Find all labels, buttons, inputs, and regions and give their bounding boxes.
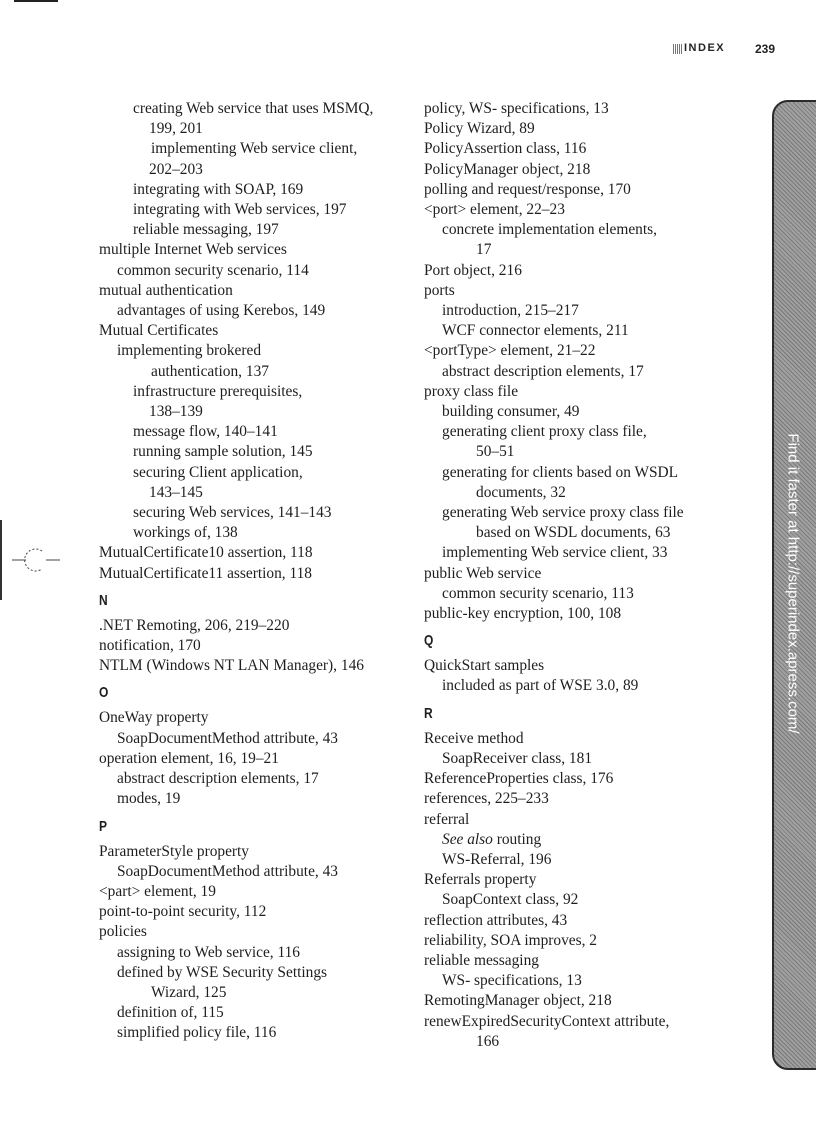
index-subentry: creating Web service that uses MSMQ, <box>133 100 374 117</box>
index-entry: public-key encryption, 100, 108 <box>424 605 622 623</box>
index-subentry: 138–139 <box>149 403 203 421</box>
index-entry: ports <box>424 281 455 299</box>
section-title: INDEX <box>684 42 726 54</box>
index-subentry: securing Web services, 141–143 <box>133 504 332 522</box>
index-subentry: securing Client application, <box>133 463 303 481</box>
index-entry: <part> element, 19 <box>99 882 216 900</box>
page-number: 239 <box>755 42 776 56</box>
index-subentry: 199, 201 <box>149 120 203 138</box>
index-entry: policy, WS- specifications, 13 <box>424 100 609 117</box>
index-entry: NTLM (Windows NT LAN Manager), 146 <box>99 657 364 675</box>
index-entry: point-to-point security, 112 <box>99 903 267 921</box>
index-subentry: integrating with Web services, 197 <box>133 201 347 219</box>
index-entry: QuickStart samples <box>424 657 545 675</box>
registration-mark-icon <box>8 542 64 578</box>
index-entry: policies <box>99 923 147 941</box>
index-subentry: modes, 19 <box>117 790 181 808</box>
index-entry: <port> element, 22–23 <box>424 201 565 219</box>
index-entry: operation element, 16, 19–21 <box>99 749 279 767</box>
index-subentry: 166 <box>476 1032 500 1050</box>
index-entry: notification, 170 <box>99 637 201 655</box>
index-subentry: assigning to Web service, 116 <box>117 943 300 961</box>
index-entry: multiple Internet Web services <box>99 241 287 259</box>
index-subentry: common security scenario, 113 <box>442 584 634 602</box>
index-subentry: concrete implementation elements, <box>442 221 657 239</box>
index-entry: reliability, SOA improves, 2 <box>424 931 597 949</box>
index-subentry: implementing Web service client, 33 <box>442 544 668 562</box>
index-subentry: abstract description elements, 17 <box>117 770 319 788</box>
index-subentry: authentication, 137 <box>151 362 269 380</box>
index-entry: MutualCertificate11 assertion, 118 <box>99 564 312 582</box>
index-subentry: generating Web service proxy class file <box>442 504 684 522</box>
index-subentry: based on WSDL documents, 63 <box>476 524 671 542</box>
index-subentry: generating for clients based on WSDL <box>442 463 679 481</box>
index-subentry: simplified policy file, 116 <box>117 1024 277 1042</box>
index-subentry: implementing brokered <box>117 342 262 360</box>
index-entry: RemotingManager object, 218 <box>424 992 612 1010</box>
index-subentry: defined by WSE Security Settings <box>117 963 328 981</box>
index-subentry: SoapDocumentMethod attribute, 43 <box>117 729 338 747</box>
index-subentry: running sample solution, 145 <box>133 443 313 461</box>
index-entry: mutual authentication <box>99 281 233 299</box>
thumb-tab-label-wrap <box>775 106 811 1060</box>
index-subentry: integrating with SOAP, 169 <box>133 180 304 198</box>
index-column-left <box>99 99 399 1044</box>
index-column-right <box>424 99 734 1052</box>
index-subentry: 50–51 <box>476 443 515 461</box>
section-letter: O <box>99 684 109 702</box>
index-entry: MutualCertificate10 assertion, 118 <box>99 544 313 562</box>
index-entry: renewExpiredSecurityContext attribute, <box>424 1012 670 1030</box>
index-entry: <portType> element, 21–22 <box>424 342 596 360</box>
index-entry: public Web service <box>424 564 542 582</box>
index-entry: proxy class file <box>424 382 519 400</box>
index-subentry: implementing Web service client, <box>151 140 358 158</box>
thumb-tab-label: Find it faster at http://superindex.apress.com/ <box>784 432 802 734</box>
index-subentry: advantages of using Kerebos, 149 <box>117 302 326 320</box>
index-entry: .NET Remoting, 206, 219–220 <box>99 616 290 634</box>
index-entry: polling and request/response, 170 <box>424 180 631 198</box>
index-subentry: 17 <box>476 241 492 259</box>
index-entry: Receive method <box>424 729 524 747</box>
index-subentry: SoapReceiver class, 181 <box>442 749 593 767</box>
index-subentry: definition of, 115 <box>117 1004 224 1022</box>
index-subentry: workings of, 138 <box>133 524 238 542</box>
index-entry: Policy Wizard, 89 <box>424 120 535 138</box>
index-entry: ReferenceProperties class, 176 <box>424 770 614 788</box>
index-subentry: WS- specifications, 13 <box>442 972 582 990</box>
index-entry: Referrals property <box>424 871 537 889</box>
index-subentry: message flow, 140–141 <box>133 423 278 441</box>
top-rule <box>14 0 58 2</box>
index-subentry: introduction, 215–217 <box>442 302 579 320</box>
index-entry: reflection attributes, 43 <box>424 911 568 929</box>
index-subentry: WS-Referral, 196 <box>442 850 552 868</box>
index-subentry: SoapContext class, 92 <box>442 891 579 909</box>
index-entry: OneWay property <box>99 709 209 727</box>
index-entry: Port object, 216 <box>424 261 522 279</box>
binding-mark <box>0 520 2 600</box>
index-subentry: included as part of WSE 3.0, 89 <box>442 677 639 695</box>
section-letter: P <box>99 817 108 835</box>
index-subentry: WCF connector elements, 211 <box>442 322 629 340</box>
section-letter: R <box>424 704 433 722</box>
index-subentry: 202–203 <box>149 160 203 178</box>
index-subentry: documents, 32 <box>476 483 566 501</box>
index-subentry: common security scenario, 114 <box>117 261 309 279</box>
index-subentry: abstract description elements, 17 <box>442 362 644 380</box>
index-subentry: 143–145 <box>149 483 203 501</box>
index-subentry: infrastructure prerequisites, <box>133 382 303 400</box>
index-entry: PolicyAssertion class, 116 <box>424 140 587 158</box>
index-entry: references, 225–233 <box>424 790 549 808</box>
index-subentry <box>424 830 734 850</box>
index-subentry: generating client proxy class file, <box>442 423 647 441</box>
index-entry: ParameterStyle property <box>99 842 250 860</box>
section-marker <box>673 44 682 54</box>
running-head <box>640 42 790 60</box>
section-letter: N <box>99 591 108 609</box>
index-entry: PolicyManager object, 218 <box>424 160 591 178</box>
entry-text: routing <box>492 830 542 848</box>
index-entry: Mutual Certificates <box>99 322 219 340</box>
index-entry: reliable messaging <box>424 951 539 969</box>
index-subentry: reliable messaging, 197 <box>133 221 279 239</box>
index-entry: referral <box>424 810 470 828</box>
see-also-ref: See also <box>442 830 493 848</box>
section-letter: Q <box>424 632 434 650</box>
index-subentry: SoapDocumentMethod attribute, 43 <box>117 862 338 880</box>
index-subentry: Wizard, 125 <box>151 983 227 1001</box>
index-subentry: building consumer, 49 <box>442 403 580 421</box>
